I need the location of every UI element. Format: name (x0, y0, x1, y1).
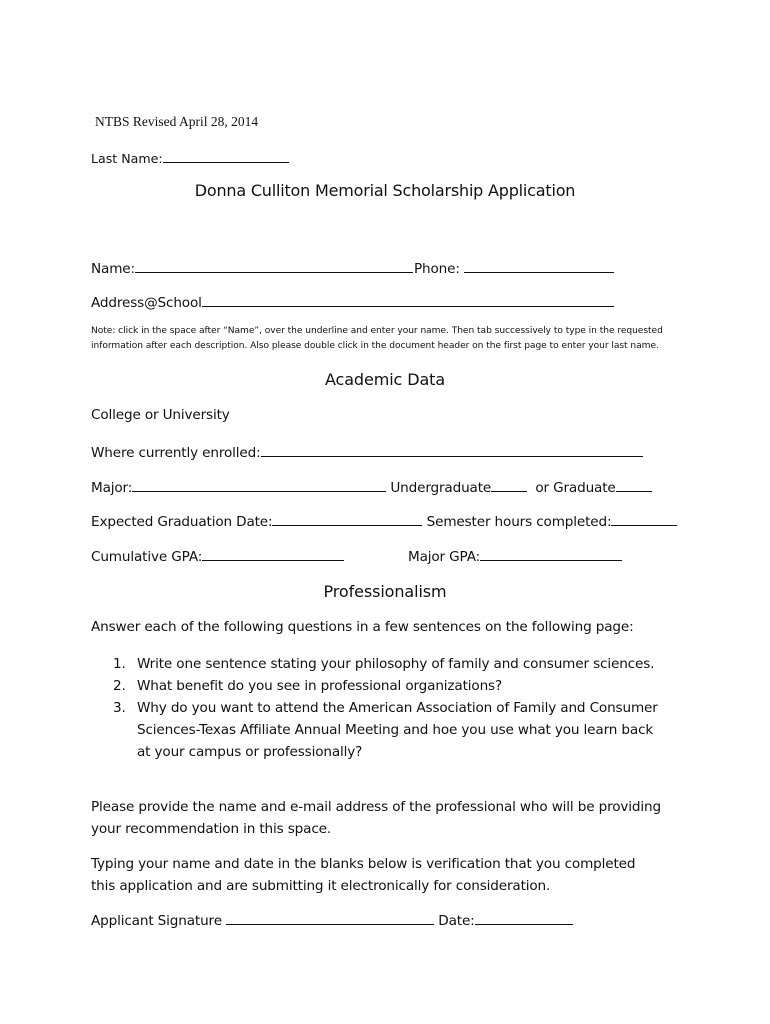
major-row (91, 477, 652, 496)
address-field[interactable] (202, 292, 614, 307)
name-row (91, 258, 413, 277)
graduate-field[interactable] (616, 477, 652, 492)
question-item: 3. Why do you want to attend the American Association of Family and Consumer Sciences-Texas Affiliate Annual Meeting and hoe you use what you learn back at your campus or professionally? (113, 700, 658, 760)
last-name-field[interactable] (163, 148, 289, 163)
college-label: College or University (91, 407, 230, 423)
signature-field[interactable] (226, 910, 434, 925)
address-row (91, 292, 614, 311)
name-field[interactable] (135, 258, 413, 273)
enrolled-label: Where currently enrolled: (91, 445, 261, 461)
cumulative-gpa-label: Cumulative GPA: (91, 549, 203, 565)
undergraduate-field[interactable] (491, 477, 527, 492)
page-title: Donna Culliton Memorial Scholarship Application (194, 181, 576, 200)
cumulative-gpa-field[interactable] (202, 546, 344, 561)
graduation-date-field[interactable] (272, 511, 422, 526)
date-label: Date: (438, 913, 475, 929)
academic-data-heading: Academic Data (324, 370, 446, 389)
major-gpa-label: Major GPA: (408, 549, 481, 565)
signature-label: Applicant Signature (91, 913, 222, 929)
verification-statement: Typing your name and date in the blanks below is verification that you completed this application and are submitting it electronically for consideration. (91, 856, 636, 894)
address-label: Address@School (91, 295, 202, 311)
instructions-note: Note: click in the space after “Name”, over the underline and enter your name. Then tab successively to type in the requested information after each description. Also please double click in the document header on the first page to enter your last name. (91, 326, 663, 351)
semester-hours-label: Semester hours completed: (426, 514, 612, 530)
question-item: 1. Write one sentence stating your philosophy of family and consumer sciences. (113, 656, 655, 672)
major-gpa-field[interactable] (480, 546, 622, 561)
phone-row (414, 258, 614, 277)
cumulative-gpa-row (91, 546, 344, 565)
enrolled-row (91, 442, 643, 461)
recommendation-instructions: Please provide the name and e-mail address of the professional who will be providing your recommendation in this space. (91, 799, 661, 837)
question-item: 2. What benefit do you see in professional organizations? (113, 678, 503, 694)
semester-hours-field[interactable] (611, 511, 677, 526)
revision-header: NTBS Revised April 28, 2014 (95, 114, 259, 129)
date-field[interactable] (475, 910, 573, 925)
professionalism-heading: Professionalism (323, 582, 447, 601)
major-field[interactable] (132, 477, 386, 492)
signature-row (91, 910, 573, 929)
undergraduate-label: Undergraduate (390, 480, 492, 496)
major-label: Major: (91, 480, 133, 496)
phone-label: Phone: (414, 261, 460, 277)
graduation-row (91, 511, 677, 530)
last-name-row (91, 148, 289, 166)
enrolled-field[interactable] (261, 442, 643, 457)
name-label: Name: (91, 261, 135, 277)
phone-field[interactable] (464, 258, 614, 273)
graduate-label: or Graduate (535, 480, 616, 496)
last-name-label: Last Name: (91, 151, 163, 166)
questions-intro: Answer each of the following questions in a few sentences on the following page: (91, 619, 634, 635)
major-gpa-row (408, 546, 622, 565)
questions-list (91, 653, 691, 763)
graduation-date-label: Expected Graduation Date: (91, 514, 273, 530)
